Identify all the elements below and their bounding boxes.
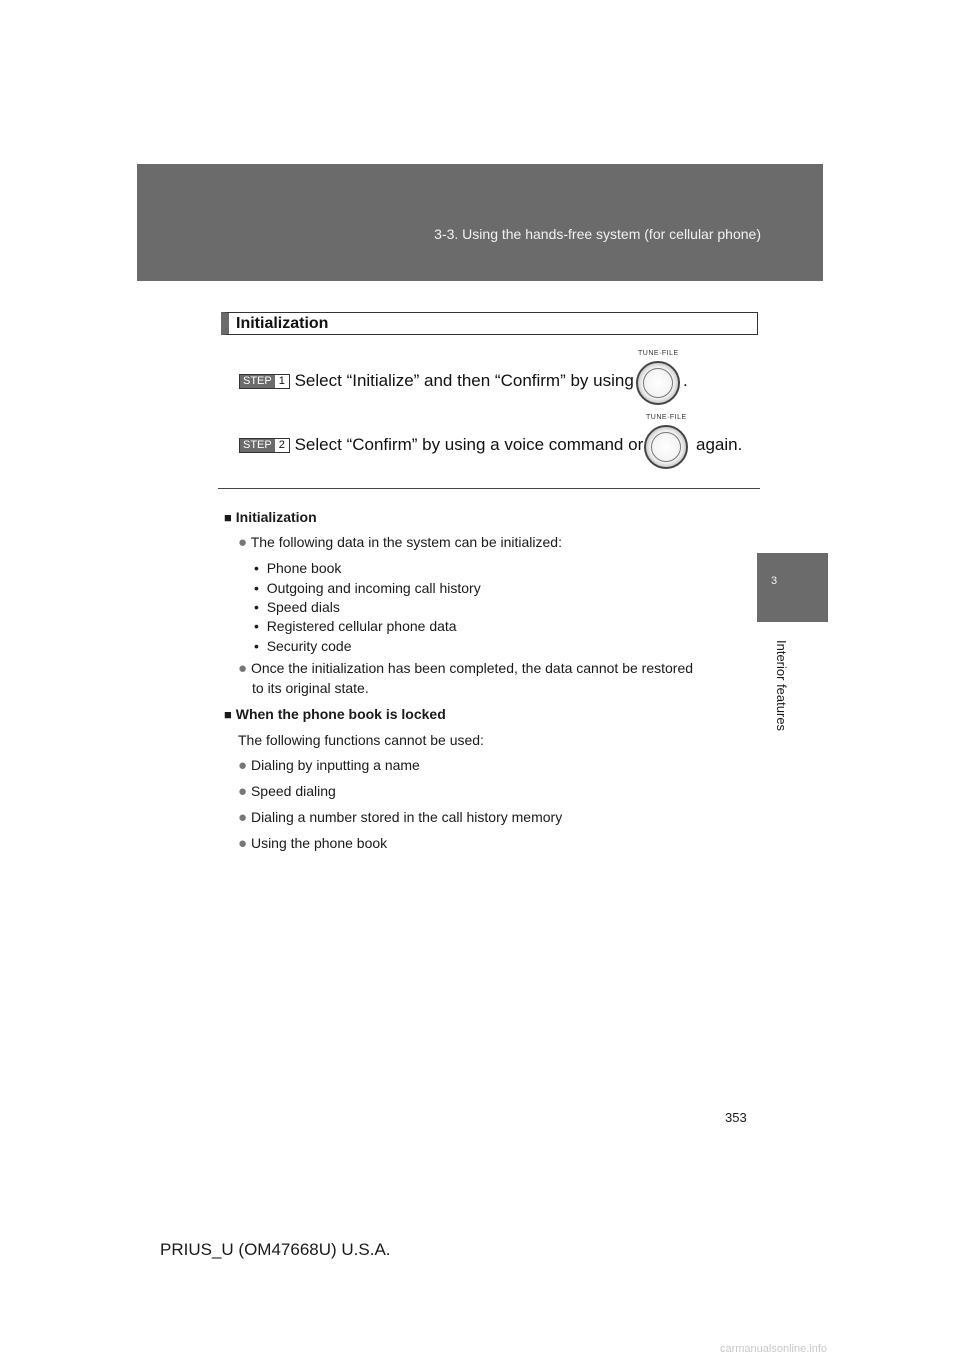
model-code: PRIUS_U (OM47668U) U.S.A.	[160, 1240, 391, 1259]
circle-bullet-icon: ●	[238, 534, 248, 551]
list-item-text: Outgoing and incoming call history	[266, 580, 481, 596]
step-badge-label: STEP	[240, 375, 275, 388]
bullet-item	[238, 835, 387, 852]
bullet-text: Dialing by inputting a name	[250, 757, 420, 773]
step-1	[239, 371, 634, 391]
bullet-text: Speed dialing	[250, 783, 336, 799]
chapter-label: Interior features	[774, 640, 789, 732]
square-bullet-icon: ■	[224, 707, 232, 722]
list-item-text: Phone book	[266, 560, 342, 576]
chapter-number: 3	[771, 575, 778, 587]
circle-bullet-icon: ●	[238, 809, 248, 826]
step-text: Select “Confirm” by using a voice command or	[294, 435, 644, 454]
list-item-text: Registered cellular phone data	[266, 618, 457, 634]
section-title: Initialization	[236, 315, 329, 332]
list-item: • Speed dials	[254, 599, 340, 615]
bullet-continuation: to its original state.	[252, 680, 369, 696]
watermark: carmanualsonline.info	[720, 1343, 828, 1355]
step-badge	[239, 374, 290, 389]
note-heading-text: Initialization	[235, 509, 317, 525]
list-item-text: Speed dials	[266, 599, 340, 615]
bullet-item	[238, 534, 562, 551]
list-item: • Outgoing and incoming call history	[254, 580, 481, 596]
step-2	[239, 435, 643, 455]
tune-file-knob-icon	[644, 425, 688, 469]
chapter-title: 3-3. Using the hands-free system (for cellular phone)	[434, 226, 761, 242]
note-heading-locked	[224, 706, 446, 722]
header-band	[137, 164, 823, 281]
bullet-text: Once the initialization has been completed, the data cannot be restored	[250, 660, 694, 676]
section-heading	[221, 312, 758, 335]
circle-bullet-icon: ●	[238, 757, 248, 774]
square-bullet-icon: ■	[224, 510, 232, 525]
circle-bullet-icon: ●	[238, 660, 248, 677]
list-item: • Security code	[254, 638, 352, 654]
bullet-item	[238, 660, 693, 677]
list-item: • Registered cellular phone data	[254, 618, 457, 634]
chapter-tab	[757, 553, 828, 622]
list-item: • Phone book	[254, 560, 342, 576]
knob-label: TUNE·FILE	[638, 350, 679, 357]
note-intro: The following functions cannot be used:	[238, 732, 484, 748]
bullet-item	[238, 757, 420, 774]
tune-file-knob-icon	[636, 361, 680, 405]
step-1-end: .	[683, 371, 688, 390]
bullet-text: The following data in the system can be initialized:	[250, 534, 562, 550]
knob-ring	[651, 432, 681, 462]
page-number: 353	[725, 1110, 747, 1125]
circle-bullet-icon: ●	[238, 783, 248, 800]
step-text: Select “Initialize” and then “Confirm” by using	[294, 371, 634, 390]
note-heading-text: When the phone book is locked	[235, 706, 446, 722]
list-item-text: Security code	[266, 638, 352, 654]
step-badge-label: STEP	[240, 439, 275, 452]
divider	[218, 488, 760, 489]
step-badge-number: 2	[275, 439, 289, 452]
note-heading-initialization	[224, 509, 317, 525]
bullet-item	[238, 783, 336, 800]
bullet-item	[238, 809, 562, 826]
circle-bullet-icon: ●	[238, 835, 248, 852]
step-2-end: again.	[696, 435, 743, 454]
knob-label: TUNE·FILE	[646, 414, 687, 421]
step-badge-number: 1	[275, 375, 289, 388]
bullet-text: Dialing a number stored in the call history memory	[250, 809, 563, 825]
bullet-text: Using the phone book	[250, 835, 388, 851]
knob-ring	[643, 368, 673, 398]
step-badge	[239, 438, 290, 453]
